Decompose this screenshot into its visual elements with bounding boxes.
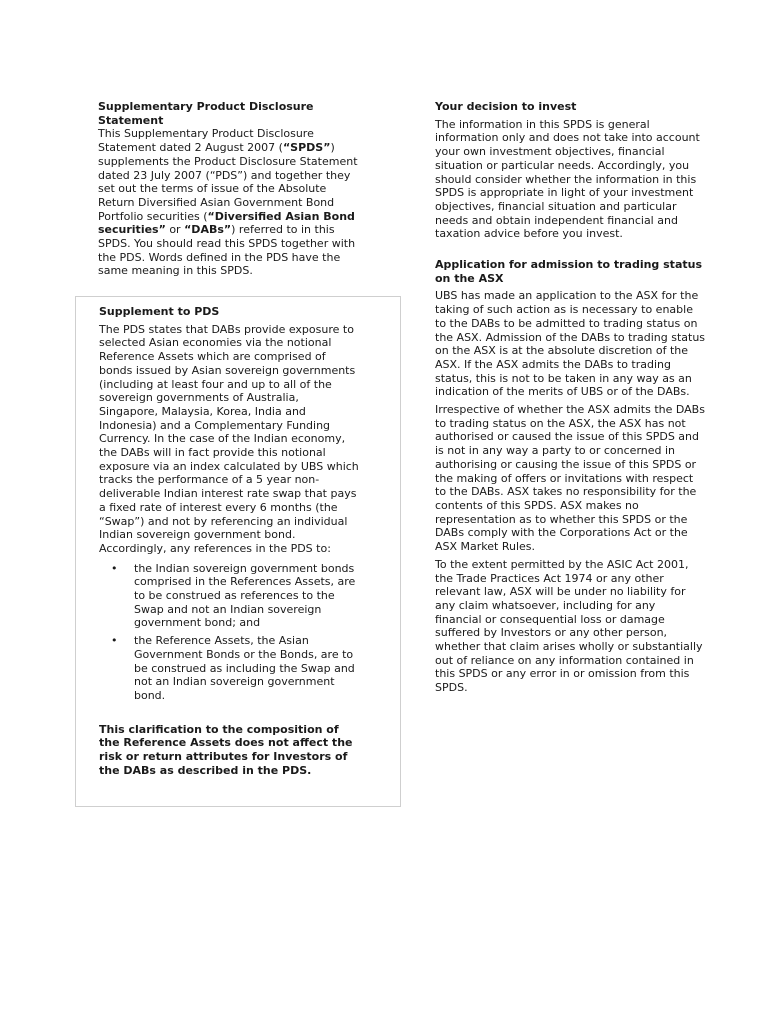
decision-body: The information in this SPDS is general information only and does not take into account your own investment objectives, financial situation or particular needs. Accordingly, you should consider whether the information in this SPDS is appropriate in light of your investment objectives, financial situation and particular needs and obtain independent financial and taxation advice before you invest.: [435, 117, 700, 241]
supplement-box: [75, 296, 401, 807]
asx-paragraph-2: Irrespective of whether the ASX admits the DABs to trading status on the ASX, the ASX has not authorised or caused the issue of this SPDS and is not in any way a party to or concerned in authorising or causing the issue of this SPDS or the making of offers or invitations with respect to the DABs. ASX takes no responsibility for the contents of this SPDS. ASX makes no representation as to whether this SPDS or the DABs comply with the Corporations Act or the ASX Market Rules.: [435, 403, 705, 554]
intro-term-dabs: “DABs”: [184, 223, 232, 237]
list-item: [99, 562, 361, 631]
supplement-bullet-list: [99, 562, 361, 703]
decision-heading: Your decision to invest: [435, 100, 577, 113]
asx-paragraph-1: UBS has made an application to the ASX for the taking of such action as is necessary to enable to the DABs to be admitted to trading status on the ASX. Admission of the DABs to trading status on the ASX is at the absolute discretion of the ASX. If the ASX admits the DABs to trading status, this is not to be taken in any way as an indication of the merits of UBS or of the DABs.: [435, 289, 706, 399]
intro-text-or: or: [165, 223, 185, 237]
supplement-heading: Supplement to PDS: [99, 305, 220, 318]
asx-heading: Application for admission to trading status on the ASX: [435, 258, 702, 285]
spds-intro: [98, 127, 366, 278]
supplement-conclusion: This clarification to the composition of the Reference Assets does not affect the risk or return attributes for Investors of the DABs as described in the PDS.: [99, 722, 353, 777]
intro-term-spds: “SPDS”: [282, 141, 331, 155]
intro-text-1: This Supplementary Product Disclosure Statement dated 2 August 2007 (: [98, 127, 314, 155]
supplement-body: The PDS states that DABs provide exposure to selected Asian economies via the notional Reference Assets which are comprised of bonds issued by Asian sovereign governments (including at least four and up to all of the sovereign governments of Australia, Singapore, Malaysia, Korea, India and Indonesia) and a Complementary Funding Currency. In the case of the Indian economy, the DABs will in fact provide this notional exposure via an index calculated by UBS which tracks the performance of a 5 year non-deliverable Indian interest rate swap that pays a fixed rate of interest every 6 months (the “Swap”) and not by referencing an individual Indian sovereign government bond. Accordingly, any references in the PDS to:: [99, 322, 359, 555]
right-column: [435, 100, 705, 695]
intro-text-2: ) supplements the Product Disclosure Statement dated 23 July 2007 (“PDS”) and together they set out the terms of issue of the Absolute Return Diversified Asian Government Bond Portfolio securities (: [98, 141, 358, 223]
bullet-icon: •: [111, 561, 118, 575]
intro-term-securities: “Diversified Asian Bond securities”: [98, 209, 355, 237]
bullet-text: the Reference Assets, the Asian Government Bonds or the Bonds, are to be construed as including the Swap and not an Indian sovereign government bond.: [134, 634, 355, 702]
list-item: [99, 634, 361, 703]
spds-heading: Supplementary Product Disclosure Statement: [98, 100, 314, 127]
bullet-text: the Indian sovereign government bonds comprised in the References Assets, are to be construed as references to the Swap and not an Indian sovereign government bond; and: [134, 561, 356, 630]
left-column: [98, 100, 366, 278]
intro-text-3: ) referred to in this SPDS. You should read this SPDS together with the PDS. Words defined in the PDS have the same meaning in this SPDS.: [98, 223, 356, 278]
asx-paragraph-3: To the extent permitted by the ASIC Act 2001, the Trade Practices Act 1974 or any other relevant law, ASX will be under no liability for any claim whatsoever, including for any financial or consequential loss or damage suffered by Investors or any other person, whether that claim arises wholly or substantially out of reliance on any information contained in this SPDS or any error in or omission from this SPDS.: [435, 557, 703, 695]
bullet-icon: •: [111, 634, 118, 648]
